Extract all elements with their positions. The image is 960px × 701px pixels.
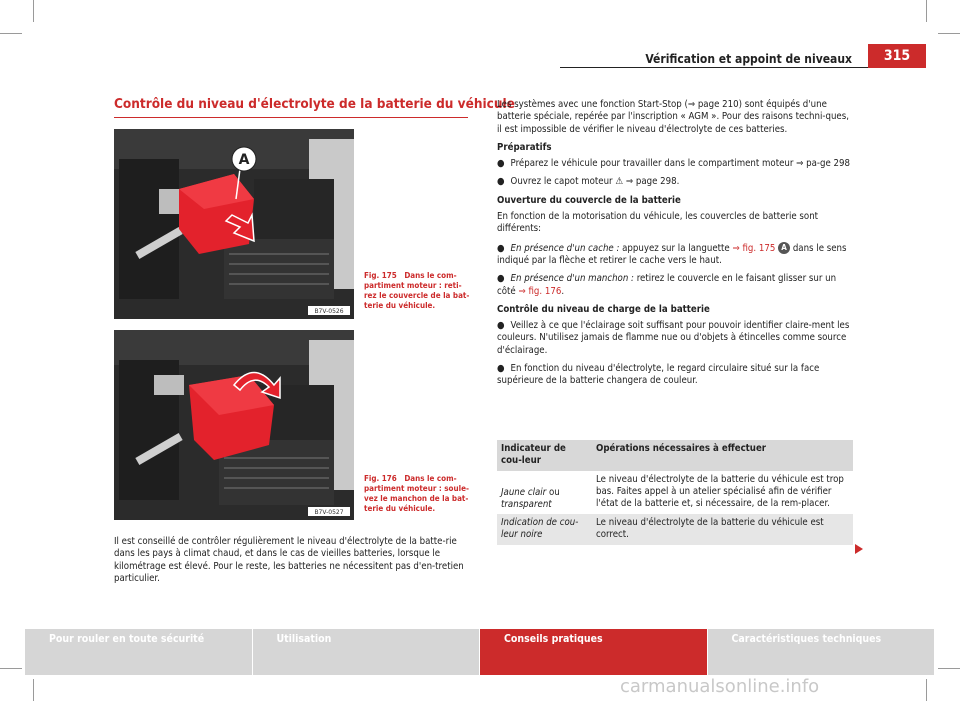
figure-176-photo: [114, 330, 354, 520]
left-paragraph: Il est conseillé de contrôler régulièrement le niveau d'électrolyte de la batte-rie dans les pays à climat chaud, et dans le cas de vieilles batteries, lorsque le kilométrage est élevé. Pour le reste, les batteries ne nécessitent pas d'en-tretien particulier.: [114, 536, 464, 584]
intro-paragraph: Les systèmes avec une fonction Start-Stop (⇒ page 210) sont équipés d'une batterie spéciale, repérée par l'inscription « AGM ». Pour des raisons techni-ques, il est impossible de vérifier le niveau d'électrolyte de ces batteries.: [497, 99, 849, 135]
charge-item-1: [497, 320, 853, 357]
continue-arrow-icon: [855, 544, 863, 554]
crop-mark: [938, 33, 960, 34]
footer-tabs: [25, 629, 935, 675]
crop-mark: [0, 668, 22, 669]
running-header: Vérification et appoint de niveaux: [645, 52, 852, 66]
prep-item-2: [497, 176, 853, 188]
callout-a-badge: A: [778, 242, 790, 254]
charge-heading: Contrôle du niveau de charge de la batterie: [497, 303, 710, 315]
table-cell: Le niveau d'électrolyte de la batterie du véhicule est correct.: [592, 514, 853, 545]
warning-triangle-icon: ⚠: [615, 176, 624, 188]
prep-item-2-ref: ⇒ page 298.: [625, 176, 680, 188]
bullet-icon: ●: [497, 320, 505, 332]
crop-mark: [0, 33, 22, 34]
open-item-2-label: En présence d'un manchon :: [510, 273, 634, 285]
table-row: [497, 514, 853, 545]
bullet-icon: ●: [497, 273, 505, 285]
tab-usage[interactable]: Utilisation: [253, 629, 481, 675]
fig-175-link[interactable]: ⇒ fig. 175: [732, 242, 776, 254]
tab-practical-tips[interactable]: Conseils pratiques: [480, 629, 708, 675]
open-item-2: [497, 273, 853, 298]
open-item-1: [497, 242, 853, 268]
bullet-icon: ●: [497, 363, 505, 375]
figure-175-code: B7V-0526: [314, 308, 344, 315]
figure-175-label-a: A: [238, 152, 250, 168]
color-yellow: Jaune clair: [501, 486, 547, 498]
figure-175-number: Fig. 175: [364, 271, 397, 280]
color-indicator-table: [497, 440, 853, 545]
table-row: [497, 471, 853, 515]
bullet-icon: ●: [497, 242, 505, 254]
open-item-1-text-b: dans le sens indiqué par la flèche et retirer le cache vers le haut.: [497, 242, 847, 266]
right-column: [497, 99, 853, 394]
watermark: carmanualsonline.info: [620, 676, 820, 697]
table-cell: [497, 471, 592, 515]
bullet-icon: ●: [497, 158, 505, 170]
charge-item-2-text: En fonction du niveau d'électrolyte, le regard circulaire situé sur la face supérieure de la batterie changera de couleur.: [497, 363, 820, 387]
figure-176-code: B7V-0527: [314, 509, 344, 516]
tab-technical-specs[interactable]: Caractéristiques techniques: [708, 629, 936, 675]
prep-item-1-text: Préparez le véhicule pour travailler dans le compartiment moteur ⇒ pa-ge 298: [510, 158, 851, 170]
figure-175-caption: [364, 271, 470, 311]
crop-mark: [33, 679, 34, 701]
crop-mark: [926, 679, 927, 701]
figure-176-number: Fig. 176: [364, 474, 397, 483]
header-rule: [560, 67, 868, 68]
section-rule: [114, 117, 468, 118]
open-item-2-end: .: [561, 285, 565, 297]
table-cell: Le niveau d'électrolyte de la batterie du véhicule est trop bas. Faites appel à un atelier spécialisé afin de vérifier l'état de la batterie et, si nécessaire, de la rem-placer.: [592, 471, 853, 515]
prep-heading: Préparatifs: [497, 141, 552, 153]
open-item-1-label: En présence d'un cache :: [510, 242, 620, 254]
open-intro: En fonction de la motorisation du véhicule, les couvercles de batterie sont différents:: [497, 211, 819, 235]
fig-176-link[interactable]: ⇒ fig. 176: [518, 285, 562, 297]
figure-175-caption-text: Dans le com-partiment moteur : reti-rez le couvercle de la bat-terie du véhicule.: [364, 271, 470, 310]
table-header-row: [497, 440, 853, 471]
figure-176-caption-text: Dans le com-partiment moteur : soule-vez le manchon de la bat-terie du véhicule.: [364, 474, 469, 513]
charge-item-1-text: Veillez à ce que l'éclairage soit suffisant pour pouvoir identifier claire-ment les couleurs. N'utilisez jamais de flamme nue ou d'objets à étincelles comme source d'éclairage.: [497, 320, 850, 356]
open-heading: Ouverture du couvercle de la batterie: [497, 194, 681, 206]
crop-mark: [926, 0, 927, 22]
charge-item-2: [497, 363, 853, 388]
or-text: ou: [546, 486, 560, 498]
open-item-1-text-a: appuyez sur la languette: [619, 242, 733, 254]
page-number: 315: [868, 44, 926, 68]
prep-item-1: [497, 158, 853, 170]
crop-mark: [938, 668, 960, 669]
color-transparent: transparent: [501, 498, 552, 510]
tab-safety[interactable]: Pour rouler en toute sécurité: [25, 629, 253, 675]
section-title: Contrôle du niveau d'électrolyte de la batterie du véhicule: [114, 96, 515, 112]
crop-mark: [33, 0, 34, 22]
bullet-icon: ●: [497, 176, 505, 188]
table-header-cell: Opérations nécessaires à effectuer: [592, 440, 853, 471]
prep-item-2-text: Ouvrez le capot moteur: [510, 176, 613, 188]
figure-175-photo: [114, 129, 354, 319]
figure-176-caption: [364, 474, 470, 514]
table-cell: Indication de cou-leur noire: [497, 514, 592, 545]
open-item-2-text: retirez le couvercle en le faisant glisser sur un côté: [497, 273, 837, 297]
table-header-cell: Indicateur de cou-leur: [497, 440, 592, 471]
